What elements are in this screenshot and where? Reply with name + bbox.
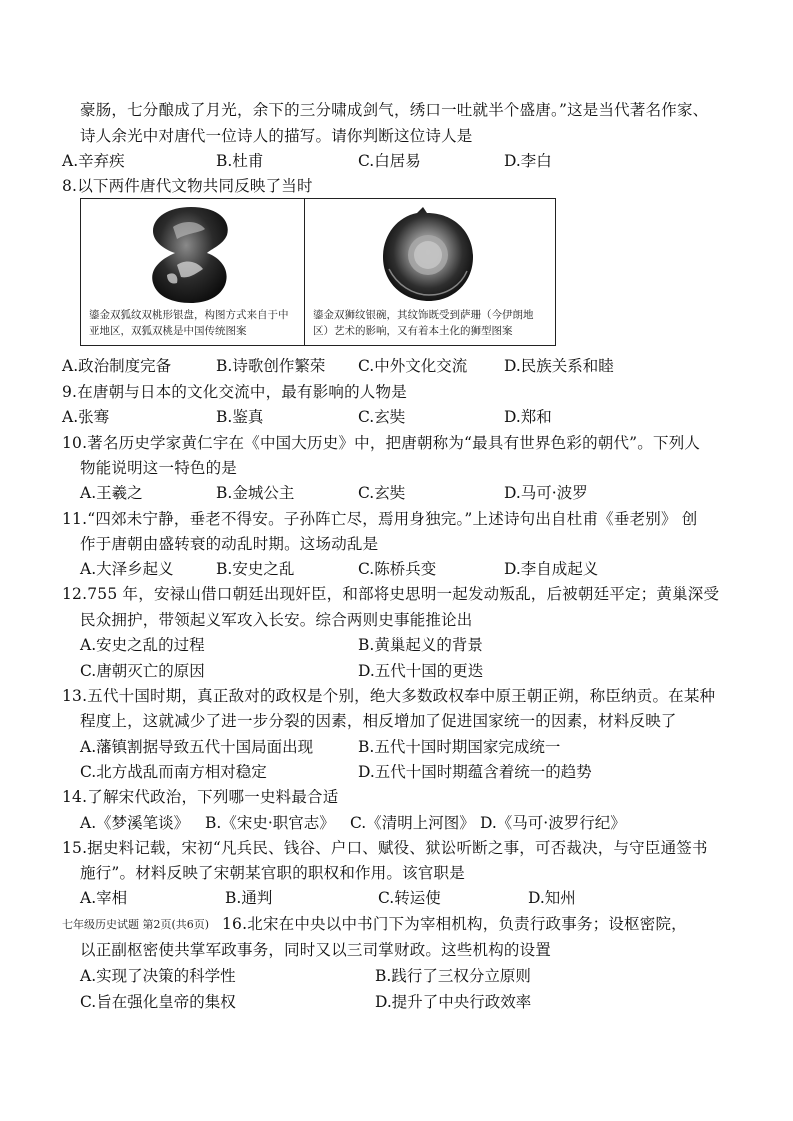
q15-option-d: D.知州 bbox=[528, 889, 576, 907]
q13-text-line1: 13.五代十国时期，真正敌对的政权是个别，绝大多数政权奉中原王朝正朔，称臣纳贡。在某种 bbox=[62, 687, 716, 705]
q10-text-line1: 10.著名历史学家黄仁宇在《中国大历史》中，把唐朝称为“最具有世界色彩的朝代”。下列人 bbox=[62, 434, 701, 452]
q15-option-a: A.宰相 bbox=[80, 889, 128, 907]
q8-stem: 8.以下两件唐代文物共同反映了当时 bbox=[62, 177, 313, 195]
q14-option-b: B.《宋史·职官志》 bbox=[205, 814, 335, 832]
q8-figure-right-caption: 鎏金双狮纹银碗，其纹饰既受到萨珊（今伊朗地区）艺术的影响，又有着本土化的狮型图案 bbox=[313, 309, 534, 337]
q16-text-line1: 16.北宋在中央以中书门下为宰相机构，负责行政事务；设枢密院， bbox=[222, 915, 687, 933]
q12-option-c: C.唐朝灭亡的原因 bbox=[80, 662, 205, 680]
silver-bowl-image bbox=[305, 199, 554, 309]
q7-option-a: A.辛弃疾 bbox=[62, 152, 125, 170]
q7-option-d: D.李白 bbox=[504, 152, 552, 170]
q9-option-d: D.郑和 bbox=[504, 408, 552, 426]
q16-option-d: D.提升了中央行政效率 bbox=[375, 993, 532, 1011]
q12-text-line2: 民众拥护，带领起义军攻入长安。综合两则史事能推论出 bbox=[80, 611, 473, 629]
q8-option-c: C.中外文化交流 bbox=[358, 357, 468, 375]
q10-option-a: A.王羲之 bbox=[80, 484, 143, 502]
q10-option-c: C.玄奘 bbox=[358, 484, 406, 502]
q12-option-a: A.安史之乱的过程 bbox=[80, 636, 205, 654]
q16-option-c: C.旨在强化皇帝的集权 bbox=[80, 993, 236, 1011]
q11-text-line2: 作于唐朝由盛转衰的动乱时期。这场动乱是 bbox=[80, 535, 379, 553]
q10-option-d: D.马可·波罗 bbox=[504, 484, 588, 502]
q15-option-b: B.通判 bbox=[225, 889, 273, 907]
q14-option-d: D.《马可·波罗行纪》 bbox=[480, 814, 626, 832]
page-footer: 七年级历史试题 第2页(共6页) bbox=[62, 918, 210, 931]
q8-figure-left-panel bbox=[81, 199, 305, 345]
q8-figure-right-panel bbox=[305, 199, 554, 345]
q15-option-c: C.转运使 bbox=[378, 889, 441, 907]
q13-text-line2: 程度上，这就减少了进一步分裂的因素，相反增加了促进国家统一的因素，材料反映了 bbox=[80, 712, 677, 730]
q14-option-c: C.《清明上河图》 bbox=[350, 814, 475, 832]
q9-option-b: B.鉴真 bbox=[216, 408, 264, 426]
q11-option-d: D.李自成起义 bbox=[504, 560, 599, 578]
q8-option-b: B.诗歌创作繁荣 bbox=[216, 357, 326, 375]
q9-option-c: C.玄奘 bbox=[358, 408, 406, 426]
q11-text-line1: 11.“四郊未宁静，垂老不得安。子孙阵亡尽，焉用身独完。”上述诗句出自杜甫《垂老别》 创 bbox=[62, 510, 698, 528]
q7-text-line2: 诗人余光中对唐代一位诗人的描写。请你判断这位诗人是 bbox=[80, 127, 473, 145]
q10-option-b: B.金城公主 bbox=[216, 484, 295, 502]
q7-option-b: B.杜甫 bbox=[216, 152, 264, 170]
q16-option-b: B.践行了三权分立原则 bbox=[375, 967, 531, 985]
q12-option-d: D.五代十国的更迭 bbox=[358, 662, 484, 680]
q13-option-d: D.五代十国时期蕴含着统一的趋势 bbox=[358, 763, 592, 781]
q12-option-b: B.黄巢起义的背景 bbox=[358, 636, 483, 654]
q16-option-a: A.实现了决策的科学性 bbox=[80, 967, 236, 985]
q13-option-b: B.五代十国时期国家完成统一 bbox=[358, 738, 561, 756]
q13-option-c: C.北方战乱而南方相对稳定 bbox=[80, 763, 267, 781]
q11-option-b: B.安史之乱 bbox=[216, 560, 295, 578]
q9-option-a: A.张骞 bbox=[62, 408, 110, 426]
q7-text-line1: 豪肠，七分酿成了月光，余下的三分啸成剑气，绣口一吐就半个盛唐。”这是当代著名作家、 bbox=[80, 101, 709, 119]
q8-option-d: D.民族关系和睦 bbox=[504, 357, 614, 375]
q8-figure-left-caption: 鎏金双狐纹双桃形银盘，构图方式来自于中亚地区，双狐双桃是中国传统图案 bbox=[89, 309, 289, 337]
q7-option-c: C.白居易 bbox=[358, 152, 421, 170]
q8-option-a: A.政治制度完备 bbox=[62, 357, 172, 375]
q13-option-a: A.藩镇割据导致五代十国局面出现 bbox=[80, 738, 314, 756]
q8-artifact-figure bbox=[80, 198, 556, 346]
q14-option-a: A.《梦溪笔谈》 bbox=[80, 814, 190, 832]
q9-stem: 9.在唐朝与日本的文化交流中，最有影响的人物是 bbox=[62, 383, 407, 401]
q14-stem: 14.了解宋代政治，下列哪一史料最合适 bbox=[62, 788, 339, 806]
q11-option-a: A.大泽乡起义 bbox=[80, 560, 174, 578]
silver-plate-image bbox=[81, 199, 303, 309]
q10-text-line2: 物能说明这一特色的是 bbox=[80, 459, 238, 477]
q12-text-line1: 12.755 年，安禄山借口朝廷出现奸臣，和部将史思明一起发动叛乱，后被朝廷平定；黄巢深受 bbox=[62, 585, 720, 603]
q16-text-line2: 以正副枢密使共掌军政事务，同时又以三司掌财政。这些机构的设置 bbox=[80, 941, 552, 959]
q11-option-c: C.陈桥兵变 bbox=[358, 560, 437, 578]
q15-text-line1: 15.据史料记载，宋初“凡兵民、钱谷、户口、赋役、狱讼听断之事，可否裁决，与守臣通签书 bbox=[62, 839, 708, 857]
q15-text-line2: 施行”。材料反映了宋朝某官职的职权和作用。该官职是 bbox=[80, 864, 465, 882]
